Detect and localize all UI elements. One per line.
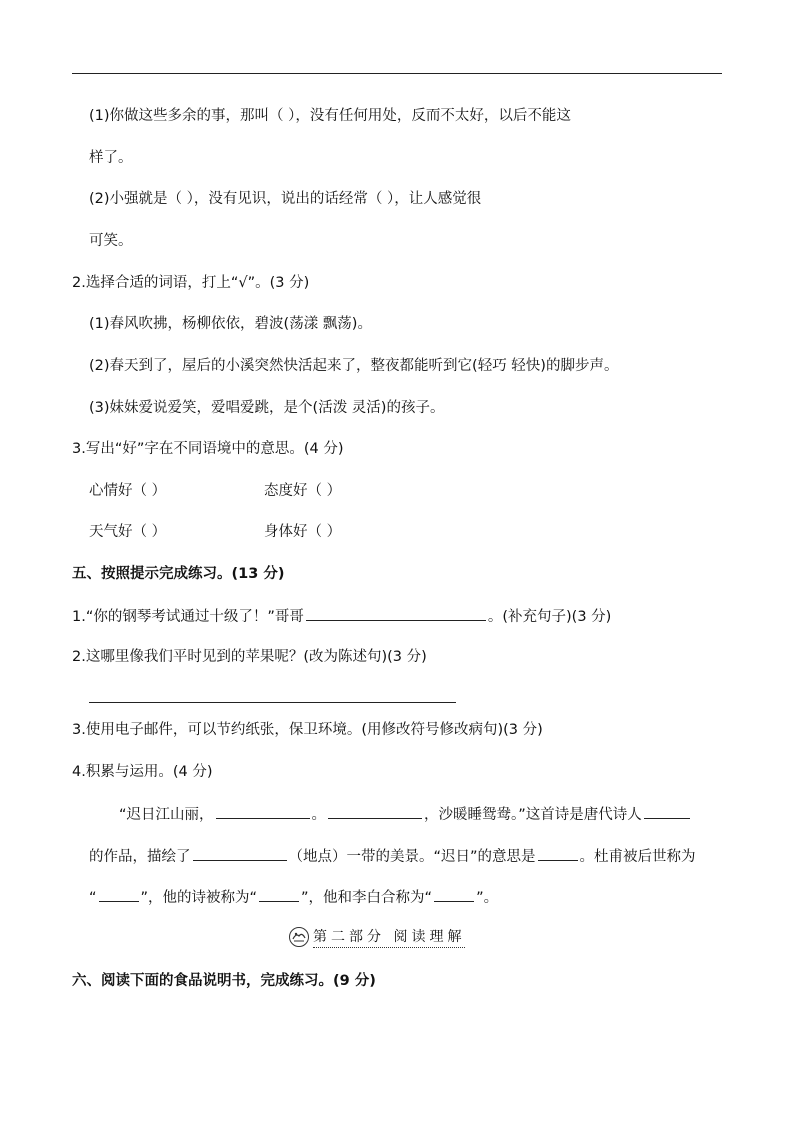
q5-4c-text-2: ”，他的诗被称为“ [140, 890, 258, 906]
q5-4a-text-3: ，沙暖睡鸳鸯。”这首诗是唐代诗人 [424, 807, 642, 823]
q1-2-line-a: (2)小强就是（ ），没有见识，说出的话经常（ ），让人感觉很 [89, 191, 482, 207]
q1-1-line-a: (1)你做这些多余的事，那叫（ ），没有任何用处，反而不太好，以后不能这 [89, 108, 571, 124]
part-two-banner [288, 926, 465, 948]
q5-2-answer-line[interactable] [89, 702, 456, 703]
q5-4c-blank-2[interactable] [259, 887, 299, 902]
q5-2-title: 2.这哪里像我们平时见到的苹果呢？(改为陈述句)(3 分) [72, 649, 427, 665]
part-two-title: 第二部分 阅读理解 [313, 926, 465, 948]
q5-4b-blank-1[interactable] [193, 846, 287, 861]
q5-4c-text-3: ”，他和李白合称为“ [301, 890, 433, 906]
section-6-title: 六、阅读下面的食品说明书，完成练习。(9 分) [72, 973, 376, 989]
q5-4-line-a [119, 804, 692, 825]
q5-4-line-c [89, 887, 498, 908]
q5-1-prefix: 1.“你的钢琴考试通过十级了！”哥哥 [72, 609, 304, 625]
q5-4b-text-3: 。杜甫被后世称为 [579, 849, 696, 865]
q5-4c-blank-1[interactable] [99, 887, 139, 902]
q5-4a-blank-2[interactable] [328, 804, 422, 819]
q5-4c-blank-3[interactable] [434, 887, 474, 902]
q3-title: 3.写出“好”字在不同语境中的意思。(4 分) [72, 441, 344, 457]
q5-4-title: 4.积累与运用。(4 分) [72, 764, 213, 780]
section-5-title: 五、按照提示完成练习。(13 分) [72, 566, 285, 582]
q2-title: 2.选择合适的词语，打上“√”。(3 分) [72, 275, 310, 291]
q2-item-1: (1)春风吹拂，杨柳依依，碧波(荡漾 飘荡)。 [89, 316, 372, 332]
q5-4a-text-2: 。 [311, 807, 327, 823]
q1-2-line-b: 可笑。 [89, 233, 133, 249]
q5-4c-text-4: ”。 [476, 890, 499, 906]
q5-4a-text-1: “迟日江山丽， [119, 807, 214, 823]
q5-4a-blank-3[interactable] [644, 804, 690, 819]
q5-3-title: 3.使用电子邮件，可以节约纸张，保卫环境。(用修改符号修改病句)(3 分) [72, 722, 543, 738]
reading-emblem-icon [288, 926, 310, 948]
q2-item-2: (2)春天到了，屋后的小溪突然快活起来了，整夜都能听到它(轻巧 轻快)的脚步声。 [89, 358, 619, 374]
q2-item-3: (3)妹妹爱说爱笑，爱唱爱跳，是个(活泼 灵活)的孩子。 [89, 400, 445, 416]
q5-1-blank[interactable] [306, 606, 486, 621]
q3-item-mood: 心情好（ ） [89, 483, 167, 499]
q5-4b-text-2: （地点）一带的美景。“迟日”的意思是 [288, 849, 536, 865]
q1-1-line-b: 样了。 [89, 150, 133, 166]
q5-1-line [72, 606, 611, 627]
q5-1-suffix: 。(补充句子)(3 分) [487, 609, 612, 625]
q3-item-attitude: 态度好（ ） [264, 483, 342, 499]
q5-4-line-b [89, 846, 696, 867]
q5-4a-blank-1[interactable] [216, 804, 310, 819]
q5-4b-blank-2[interactable] [538, 846, 578, 861]
q3-item-health: 身体好（ ） [264, 524, 342, 540]
q5-4c-text-1: “ [89, 890, 97, 906]
header-rule [72, 73, 722, 74]
q3-item-weather: 天气好（ ） [89, 524, 167, 540]
q5-4b-text-1: 的作品，描绘了 [89, 849, 191, 865]
